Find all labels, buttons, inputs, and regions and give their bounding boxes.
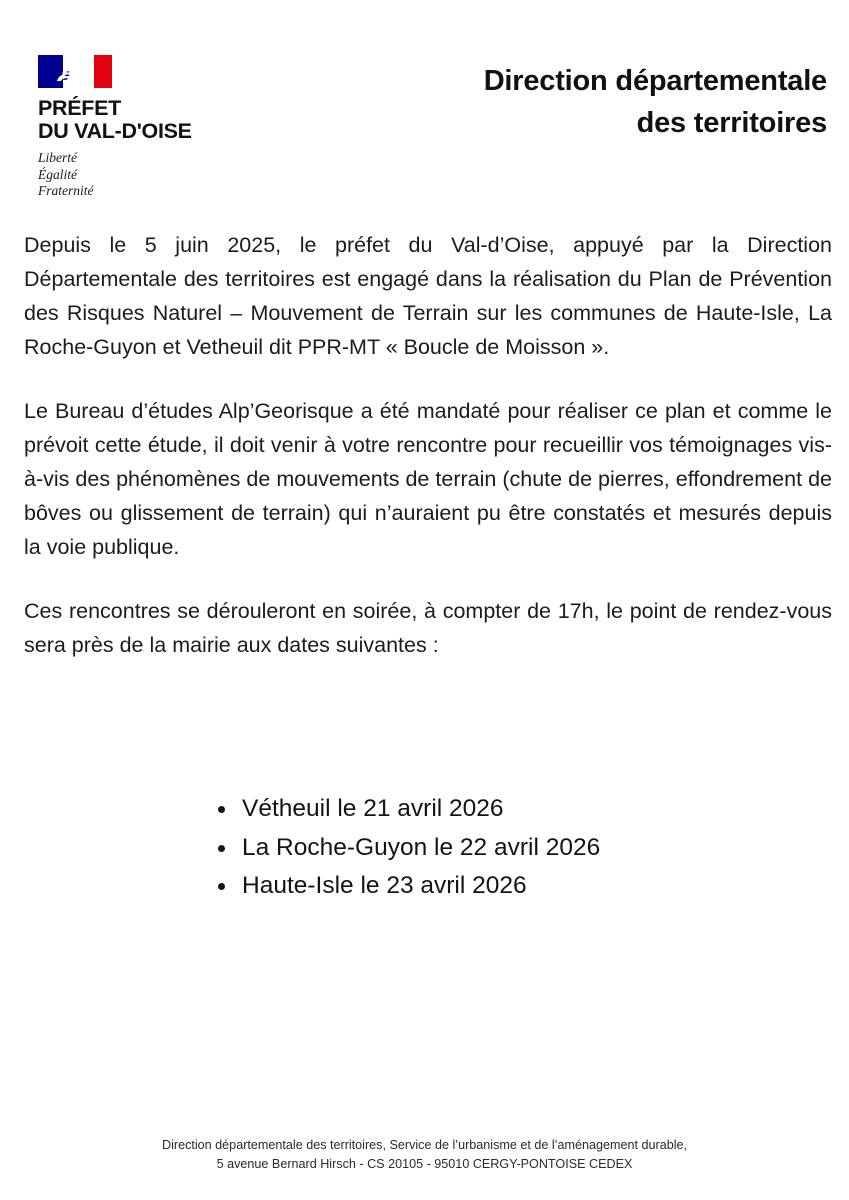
paragraph-meetings-intro: Ces rencontres se dérouleront en soirée, à compter de 17h, le point de rendez-vous sera près de la mairie aux dates suivantes :: [24, 599, 832, 657]
document-body: [24, 228, 832, 662]
list-item: Haute-Isle le 23 avril 2026: [216, 867, 600, 906]
document-title-line-2: des territoires: [636, 107, 827, 139]
marianne-profile-icon: [56, 55, 94, 88]
document-title: [357, 60, 827, 144]
french-flag-icon: [38, 55, 112, 88]
prefet-line-2: DU VAL-D'OISE: [38, 119, 192, 143]
document-title-line-1: Direction départementale: [483, 65, 827, 97]
document-header: [0, 0, 849, 205]
footer-service-line: Direction départementale des territoires, Service de l’urbanisme et de l’aménagement durable,: [161, 1138, 687, 1152]
footer-address-line: 5 avenue Bernard Hirsch - CS 20105 - 95010 CERGY-PONTOISE CEDEX: [216, 1157, 633, 1171]
meeting-dates-list: [216, 790, 600, 906]
paragraph-study: Le Bureau d’études Alp’Georisque a été mandaté pour réaliser ce plan et comme le prévoit cette étude, il doit venir à votre rencontre pour recueillir vos témoignages vis-à-vis des phénomènes de mouvements de terrain (chute de pierres, effondrement de bôves ou glissement de terrain) qui n’auraient pu être constatés et mesurés depuis la voie publique.: [24, 399, 832, 559]
list-item: Vétheuil le 21 avril 2026: [216, 790, 600, 829]
motto-liberte: Liberté: [38, 150, 77, 165]
motto-egalite: Égalité: [38, 166, 77, 182]
prefet-line-1: PRÉFET: [38, 96, 122, 120]
document-footer: [0, 1136, 849, 1174]
list-item: La Roche-Guyon le 22 avril 2026: [216, 829, 600, 868]
republic-motto: [38, 150, 268, 200]
paragraph-context: Depuis le 5 juin 2025, le préfet du Val-d’Oise, appuyé par la Direction Départementale des territoires est engagé dans la réalisation du Plan de Prévention des Risques Naturel – Mouvement de Terrain sur les communes de Haute-Isle, La Roche-Guyon et Vetheuil dit PPR-MT « Boucle de Moisson ».: [24, 233, 832, 359]
prefecture-name: [38, 97, 268, 143]
prefecture-logo: [38, 55, 268, 200]
motto-fraternite: Fraternité: [38, 183, 94, 198]
